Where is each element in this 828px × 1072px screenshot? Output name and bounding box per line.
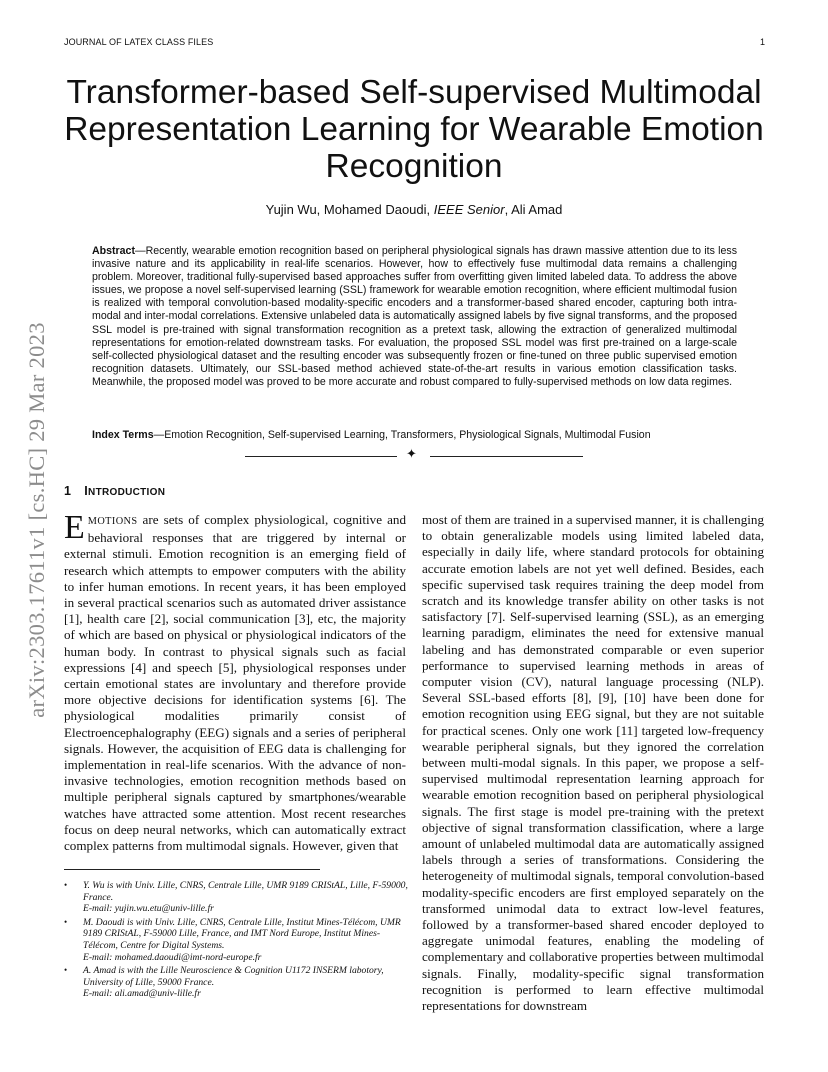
footnote-affiliation: M. Daoudi is with Univ. Lille, CNRS, Centrale Lille, Institut Mines-Télécom, UMR 9189 CRIStAL, F-59000 Lille, France, and IMT Nord Europe, Institut Mines-Télécom, Centre for Digital Systems.: [83, 916, 401, 951]
bullet-icon: •: [64, 880, 68, 890]
footnote-affiliation: A. Amad is with the Lille Neuroscience & Cognition U1172 INSERM labotory, University of Lille, 59000 France.: [83, 965, 384, 988]
index-terms-text: —Emotion Recognition, Self-supervised Learning, Transformers, Physiological Signals, Multimodal Fusion: [153, 429, 651, 441]
arxiv-identifier-stamp: arXiv:2303.17611v1 [cs.HC] 29 Mar 2023: [24, 322, 49, 718]
drop-cap: E: [64, 509, 85, 546]
index-terms-label: Index Terms: [92, 429, 154, 441]
abstract: [92, 245, 737, 389]
footnote-email: E-mail: yujin.wu.etu@univ-lille.fr: [83, 903, 214, 915]
abstract-label: Abstract: [92, 245, 135, 257]
footnote-affiliation: Y. Wu is with Univ. Lille, CNRS, Centrale Lille, UMR 9189 CRIStAL, Lille, F-59000, France.: [83, 880, 408, 903]
abstract-text: —Recently, wearable emotion recognition based on peripheral physiological signals has drawn massive attention due to its less invasive nature and its applicability in real-life scenarios. However, how to effectively fuse multimodal data remains a challenging problem. Moreover, traditional fully-supervised based approaches suffer from overfitting given limited labeled data. To address the above issues, we propose a novel self-supervised learning (SSL) framework for wearable emotion recognition, where efficient multimodal fusion is realized with temporal convolution-based modality-specific encoders and a transformer-based shared encoder, capturing both intra-modal and inter-modal correlations. Extensive unlabeled data is automatically assigned labels by five signal transforms, and the proposed SSL model is pre-trained with signal transformation recognition as a pretext task, allowing the extraction of generalized multimodal representations for emotion-related downstream tasks. For evaluation, the proposed SSL model was first pre-trained on a large-scale self-collected physiological dataset and the resulting encoder was subsequently frozen or fine-tuned on three public supervised emotion recognition datasets. Ultimately, our SSL-based method achieved state-of-the-art results in various emotion classification tasks. Meanwhile, the proposed model was proved to be more accurate and robust compared to fully-supervised methods on low data regimes.: [92, 245, 737, 388]
intro-paragraph-right: most of them are trained in a supervised manner, it is challenging to obtain generalizable models using limited labeled data, especially in daily life, where standard protocols for obtaining accurate emotion labels are not yet well defined. Besides, each specific supervised task requires training the deep model from scratch and its knowledge transfer ability on other tasks is not satisfactory [7]. Self-supervised learning (SSL), as an emerging learning paradigm, eliminates the need for extensive manual labeling and has demonstrated comparable or even superior performance to supervised learning methods in areas of computer vision (CV), natural language processing (NLP). Several SSL-based efforts [8], [9], [10] have been done for emotion recognition using EEG signal, but they are not suitable for practical scenes. Only one work [11] targeted low-frequency wearable peripheral signals, but they ignored the correlation between multi-modal signals. In this paper, we propose a self-supervised multimodal representation learning approach for wearable emotion recognition based on peripheral physiological signals. The first stage is model pre-training with the pretext objective of signal transformation classification, where a large amount of unlabeled multimodal data are automatically assigned labels through a series of transformations. Considering the heterogeneity of multimodal signals, temporal convolution-based modality-specific encoders are first employed separately on the transformed unimodal data to extract low-level features, followed by a transformer-based shared encoder deployed to aggregate unimodal features, enabling the modeling of complementary and collaborative properties between multimodal signals. Finally, modality-specific signal transformation recognition is performed to learn effective multimodal representations for downstream: [422, 512, 764, 1014]
footnote-item: [64, 880, 408, 915]
running-head: JOURNAL OF LATEX CLASS FILES: [64, 37, 214, 47]
section-heading: [64, 484, 165, 498]
page-number: 1: [759, 37, 765, 47]
author-footnotes: [64, 880, 408, 1002]
body-column-left: [64, 509, 406, 854]
index-terms: [92, 429, 737, 442]
bullet-icon: •: [64, 916, 68, 927]
author-affiliation: IEEE Senior: [433, 202, 505, 217]
divider-star-icon: ✦: [406, 446, 417, 461]
footnote-email: E-mail: mohamed.daoudi@imt-nord-europe.fr: [83, 951, 262, 963]
footnote-email: E-mail: ali.amad@univ-lille.fr: [83, 988, 201, 1000]
footnote-item: [64, 917, 408, 963]
section-number: 1: [64, 484, 72, 498]
intro-paragraph-left: are sets of complex physiological, cognitive and behavioral responses that are triggered by internal or external stimuli. Emotion recognition is an emerging field of research which attempts to empower computers with the ability to infer human emotions. In recent years, it has been employed in several practical scenarios such as automated driver assistance [1], health care [2], social communication [3], etc, the majority of which are based on physical or physiological indicators of the human body. In contrast to physical signals such as facial expressions [4] and speech [5], physiological responses under certain emotional states are involuntary and therefore provide more objective decisions for identification systems [6]. The physiological modalities primarily consist of Electroencephalography (EEG) signals and a series of peripheral signals. However, the acquisition of EEG data is challenging for implementation in real-life scenarios. With the advance of non-invasive technologies, emotion recognition methods based on multiple peripheral signals captured by smartphones/wearable watches have attracted some attention. Most recent researches focus on deep neural networks, which can automatically extract complex patterns from multimodal signals. However, given that: [64, 512, 406, 854]
author-names-tail: , Ali Amad: [504, 202, 563, 217]
section-title-rest: NTRODUCTION: [88, 487, 166, 498]
footnote-item: [64, 965, 408, 1000]
paper-title: Transformer-based Self-supervised Multimodal Representation Learning for Wearable Emotion Recognition: [64, 74, 764, 185]
author-line: [60, 202, 768, 217]
footnote-rule: [64, 869, 320, 870]
body-column-right: [422, 512, 764, 1014]
opening-smallcaps: MOTIONS: [87, 516, 138, 527]
bullet-icon: •: [64, 965, 68, 976]
section-title-initial: I: [84, 484, 89, 498]
section-divider: [0, 448, 828, 464]
divider-rule-left: [245, 456, 397, 457]
author-names: Yujin Wu, Mohamed Daoudi,: [265, 202, 434, 217]
divider-rule-right: [430, 456, 583, 457]
